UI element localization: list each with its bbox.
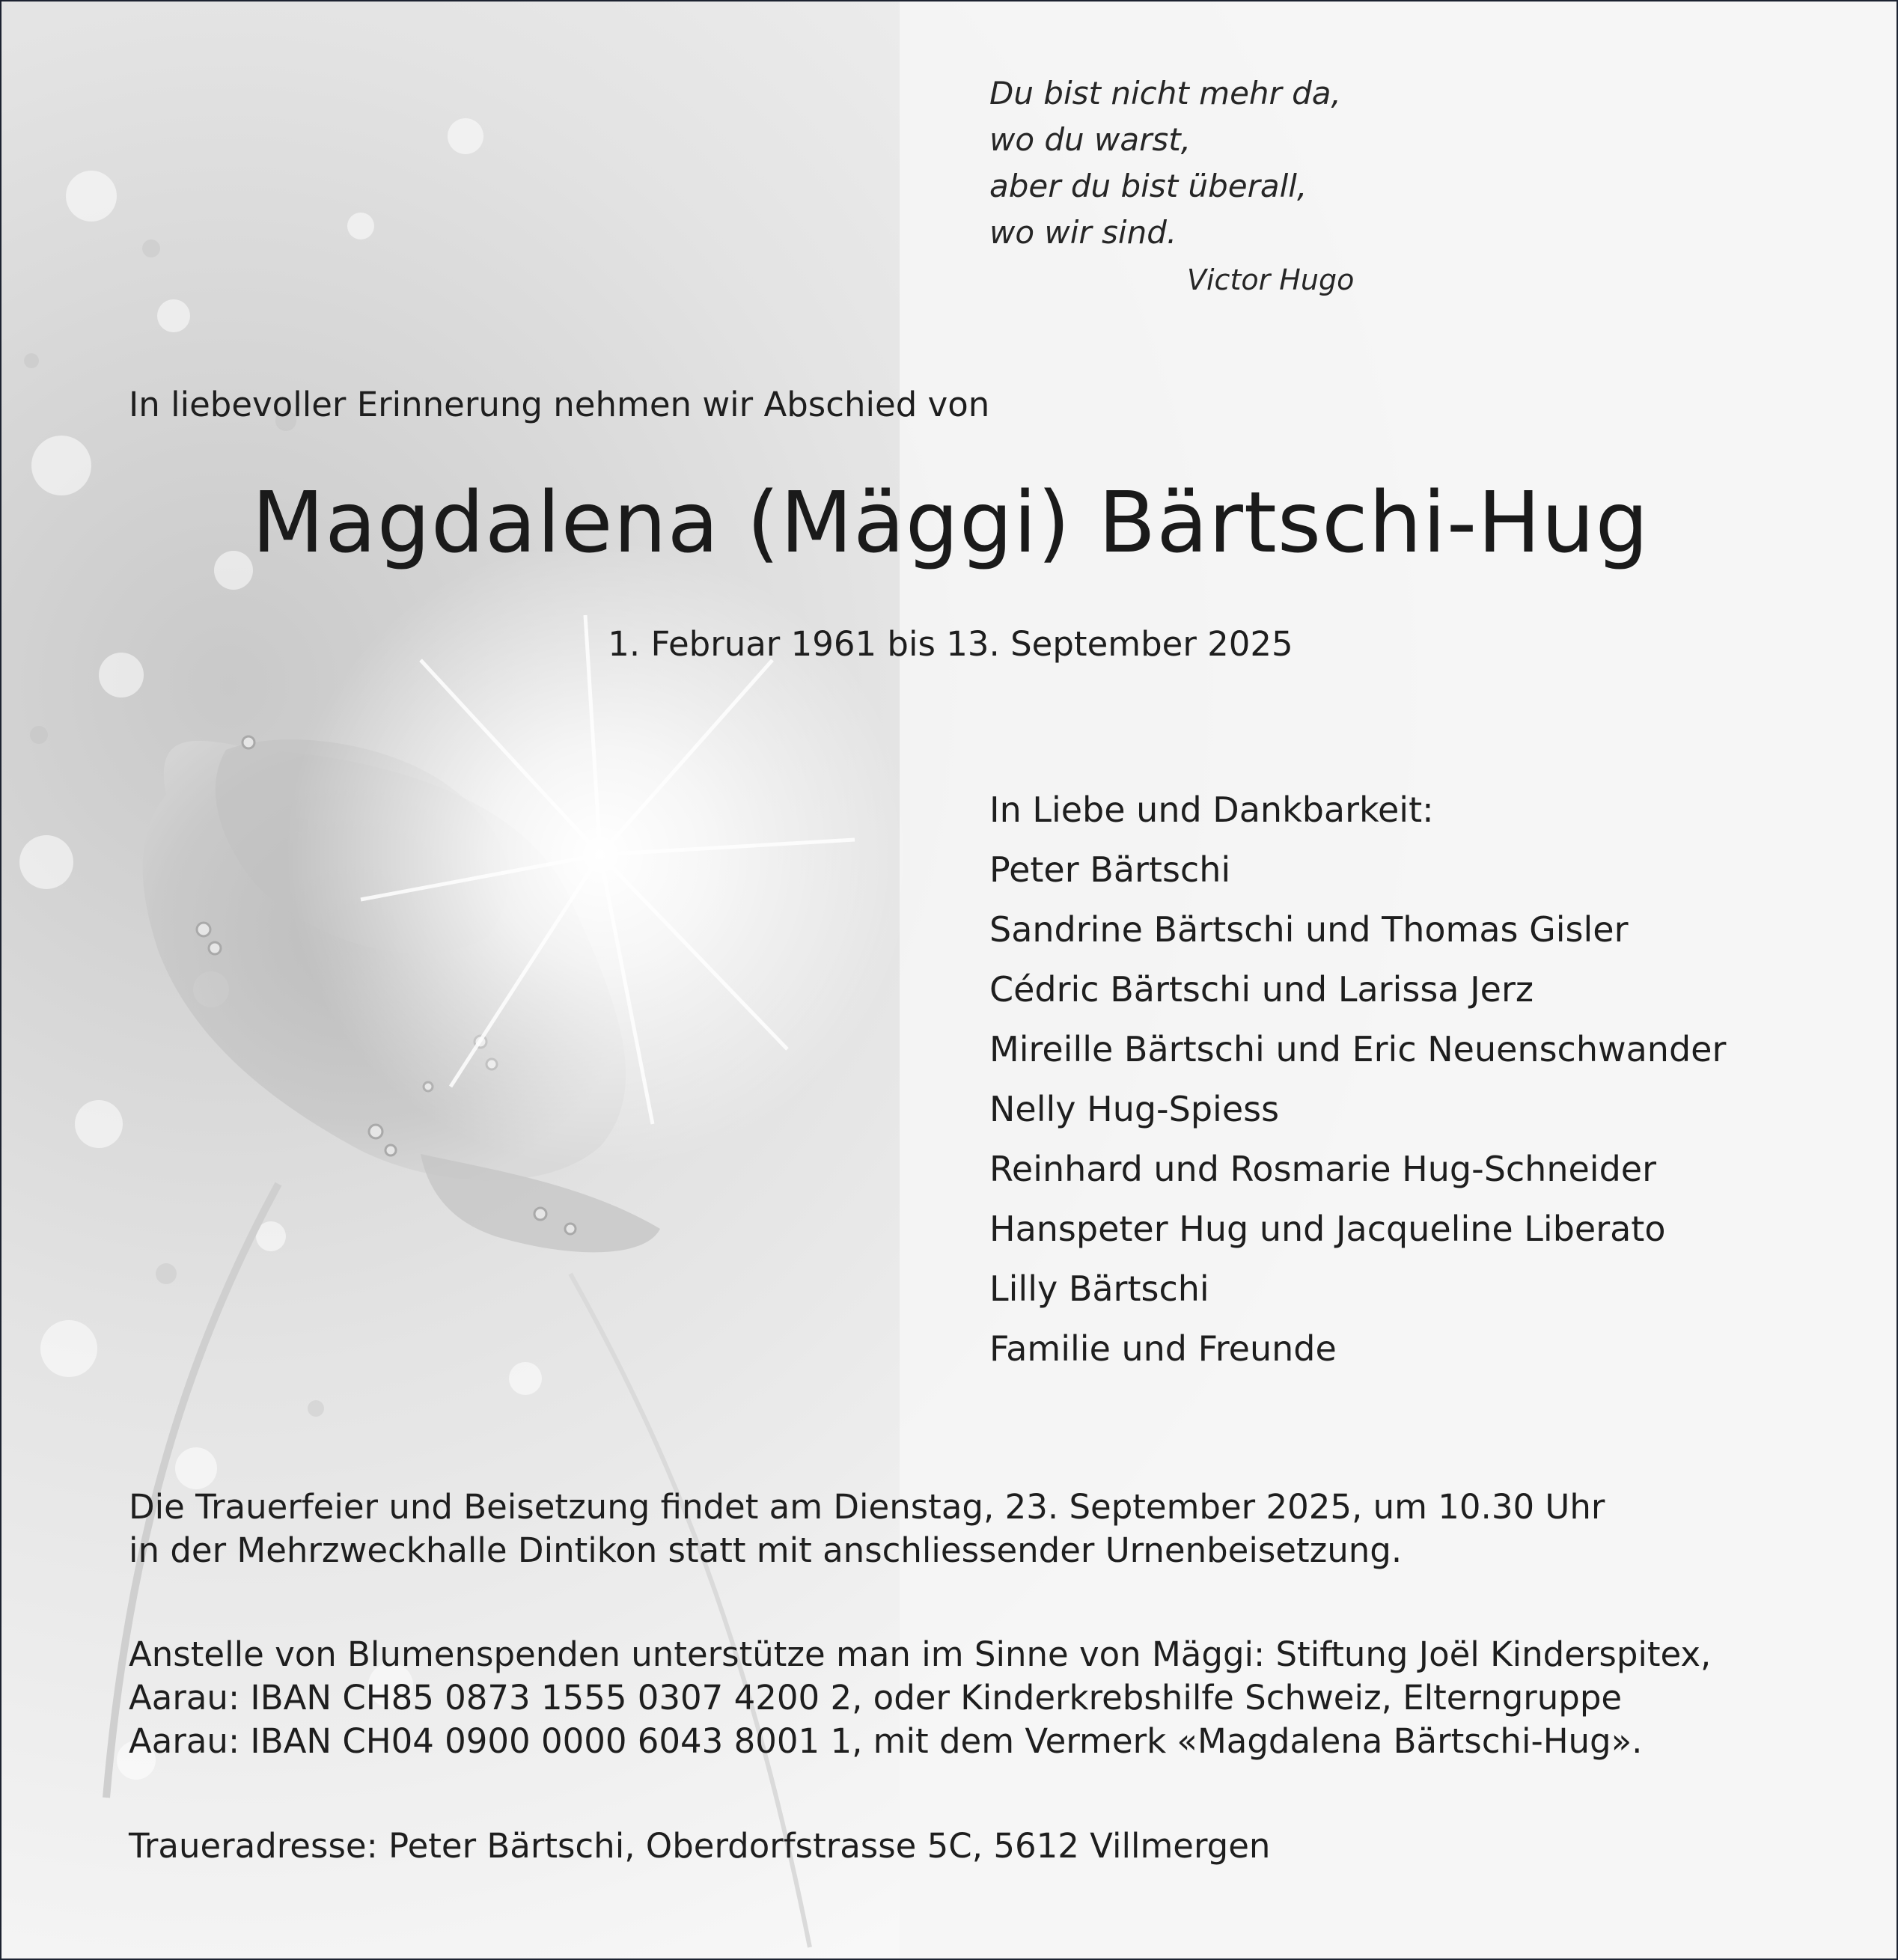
mourner-name: Lilly Bärtschi — [989, 1268, 1209, 1309]
mourner-name: Reinhard und Rosmarie Hug-Schneider — [989, 1149, 1656, 1189]
ceremony-line: Die Trauerfeier und Beisetzung findet am Dienstag, 23. September 2025, um 10.30 Uhr — [129, 1487, 1605, 1527]
mourner-name: Nelly Hug-Spiess — [989, 1089, 1280, 1129]
quote-author: Victor Hugo — [1187, 263, 1355, 296]
donation-info — [129, 1633, 1711, 1763]
life-dates: 1. Februar 1961 bis 13. September 2025 — [608, 624, 1293, 664]
ceremony-line: in der Mehrzweckhalle Dintikon statt mit anschliessender Urnenbeisetzung. — [129, 1530, 1403, 1570]
donation-line: Anstelle von Blumenspenden unterstütze man im Sinne von Mäggi: Stiftung Joël Kinderspitex, — [129, 1634, 1712, 1674]
quote-line: aber du bist überall, — [989, 168, 1307, 204]
mourner-name: Familie und Freunde — [989, 1328, 1337, 1369]
quote-line: wo wir sind. — [989, 214, 1177, 251]
mourner-name: Mireille Bärtschi und Eric Neuenschwander — [989, 1029, 1727, 1069]
intro-text: In liebevoller Erinnerung nehmen wir Abschied von — [129, 385, 990, 424]
quote-line: wo du warst, — [989, 121, 1191, 158]
quote — [989, 70, 1513, 301]
mourners-list — [989, 780, 1726, 1379]
deceased-name: Magdalena (Mäggi) Bärtschi-Hug — [251, 474, 1650, 572]
quote-line: Du bist nicht mehr da, — [989, 75, 1341, 112]
ceremony-info — [129, 1486, 1605, 1572]
mourner-name: Sandrine Bärtschi und Thomas Gisler — [989, 909, 1629, 950]
donation-line: Aarau: IBAN CH85 0873 1555 0307 4200 2, oder Kinderkrebshilfe Schweiz, Elterngruppe — [129, 1678, 1623, 1718]
mourners-heading: In Liebe und Dankbarkeit: — [989, 790, 1434, 830]
mourning-address: Traueradresse: Peter Bärtschi, Oberdorfstrasse 5C, 5612 Villmergen — [129, 1826, 1271, 1866]
donation-line: Aarau: IBAN CH04 0900 0000 6043 8001 1, mit dem Vermerk «Magdalena Bärtschi-Hug». — [129, 1721, 1643, 1761]
mourner-name: Peter Bärtschi — [989, 849, 1231, 890]
mourner-name: Hanspeter Hug und Jacqueline Liberato — [989, 1209, 1666, 1249]
mourner-name: Cédric Bärtschi und Larissa Jerz — [989, 969, 1534, 1010]
